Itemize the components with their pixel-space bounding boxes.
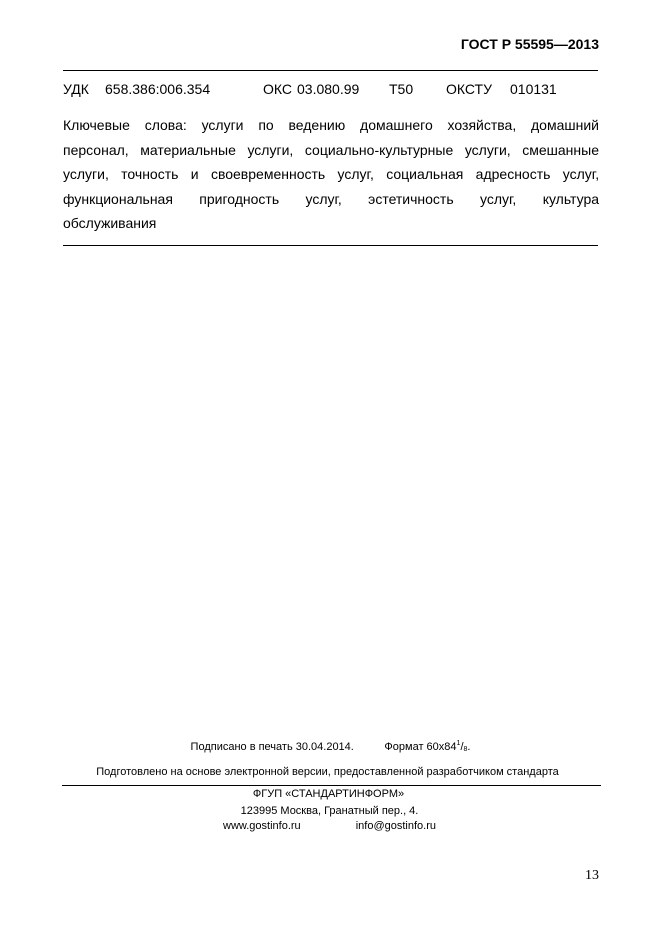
udk-value: 658.386:006.354 — [105, 81, 211, 97]
signed-label: Подписано в печать 30.04.2014. — [190, 741, 354, 753]
classification-line — [63, 81, 603, 99]
format-label: Формат 60x84 — [384, 741, 457, 753]
signed-and-format-line: Подписано в печать 30.04.2014. Формат $60x84^1/8$. — [190, 740, 471, 753]
format-end: . — [467, 741, 471, 753]
keywords-line: функциональная пригодность услуг, эстетичность услуг, культура — [63, 190, 600, 207]
email-link[interactable]: info@gostinfo.ru — [355, 820, 436, 832]
keywords-line: Ключевые слова: услуги по ведению домашнего хозяйства, домашний — [63, 117, 599, 133]
okstu-value: 010131 — [510, 81, 557, 97]
page-number: 13 — [585, 868, 599, 883]
website-link[interactable]: www.gostinfo.ru — [223, 820, 301, 832]
t-code: Т50 — [389, 81, 414, 97]
udk-label: УДК — [63, 81, 89, 97]
keywords-line: персонал, материальные услуги, социально-культурные услуги, смешанные — [63, 141, 599, 158]
prepared-note: Подготовлено на основе электронной версии, предоставленной разработчиком стандарта — [96, 766, 559, 778]
keywords-line: услуги, точность и своевременность услуг, социальная адресность услуг, — [63, 166, 600, 182]
oks-value: 03.080.99 — [297, 81, 360, 97]
keywords-bottom-rule — [63, 245, 598, 246]
keywords-line: обслуживания — [63, 215, 157, 231]
imprint-rule — [62, 785, 601, 786]
format-sup: 1 — [456, 740, 461, 747]
okstu-label: ОКСТУ — [446, 81, 492, 97]
top-rule — [63, 70, 598, 71]
publisher-name: ФГУП «СТАНДАРТИНФОРМ» — [252, 788, 405, 800]
publisher-contacts — [0, 820, 660, 832]
publisher-address: 123995 Москва, Гранатный пер., 4. — [240, 805, 419, 817]
format-sub: 8 — [463, 746, 468, 753]
standard-code-header: ГОСТ Р 55595—2013 — [460, 36, 599, 52]
keywords-paragraph — [63, 113, 599, 236]
oks-label: ОКС — [263, 81, 292, 97]
